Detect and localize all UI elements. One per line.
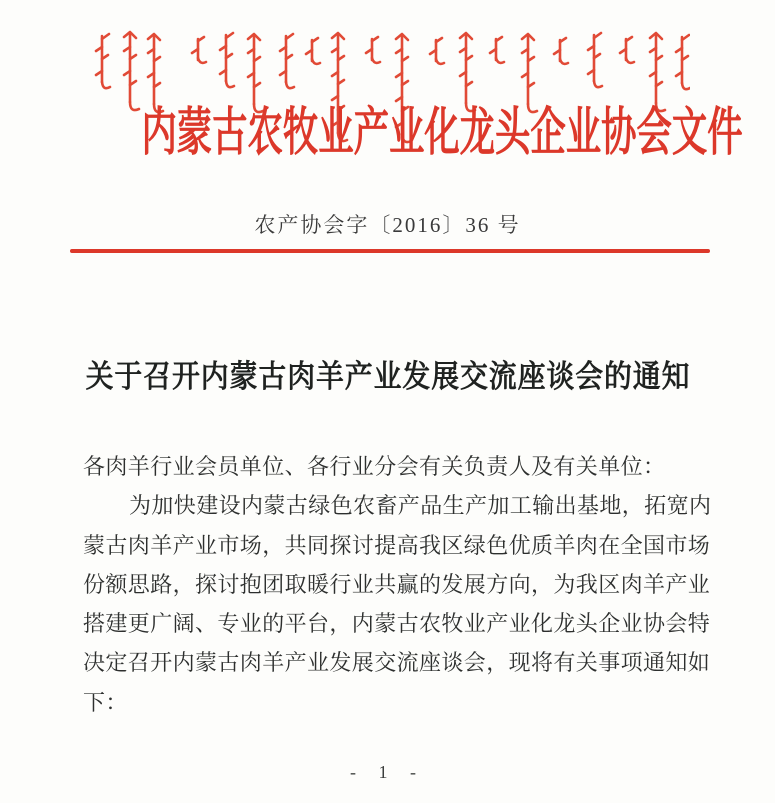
paragraph-line: 下： <box>83 689 128 715</box>
paragraph-line: 份额思路，探讨抱团取暖行业共赢的发展方向，为我区肉羊产业 <box>83 571 711 597</box>
paragraph-line: 决定召开内蒙古肉羊产业发展交流座谈会，现将有关事项通知如 <box>83 650 711 676</box>
paragraph-line: 搭建更广阔、专业的平台，内蒙古农牧业产业化龙头企业协会特 <box>83 611 711 637</box>
doc-number: 农产协会字〔2016〕36 号 <box>254 213 521 237</box>
notice-title: 关于召开内蒙古肉羊产业发展交流座谈会的通知 <box>85 359 690 394</box>
letterhead <box>0 104 775 164</box>
paragraph-line: 为加快建设内蒙古绿色农畜产品生产加工输出基地，拓宽内 <box>129 493 712 519</box>
notice-body <box>83 447 723 722</box>
salutation-line: 各肉羊行业会员单位、各行业分会有关负责人及有关单位： <box>83 454 666 479</box>
page-number: - 1 - <box>350 762 425 782</box>
notice-title-wrap <box>0 351 775 396</box>
red-rule-divider <box>70 249 710 253</box>
paragraph-line: 蒙古肉羊产业市场，共同探讨提高我区绿色优质羊肉在全国市场 <box>83 532 711 558</box>
org-title: 内蒙古农牧业产业化龙头企业协会文件 <box>141 105 743 162</box>
